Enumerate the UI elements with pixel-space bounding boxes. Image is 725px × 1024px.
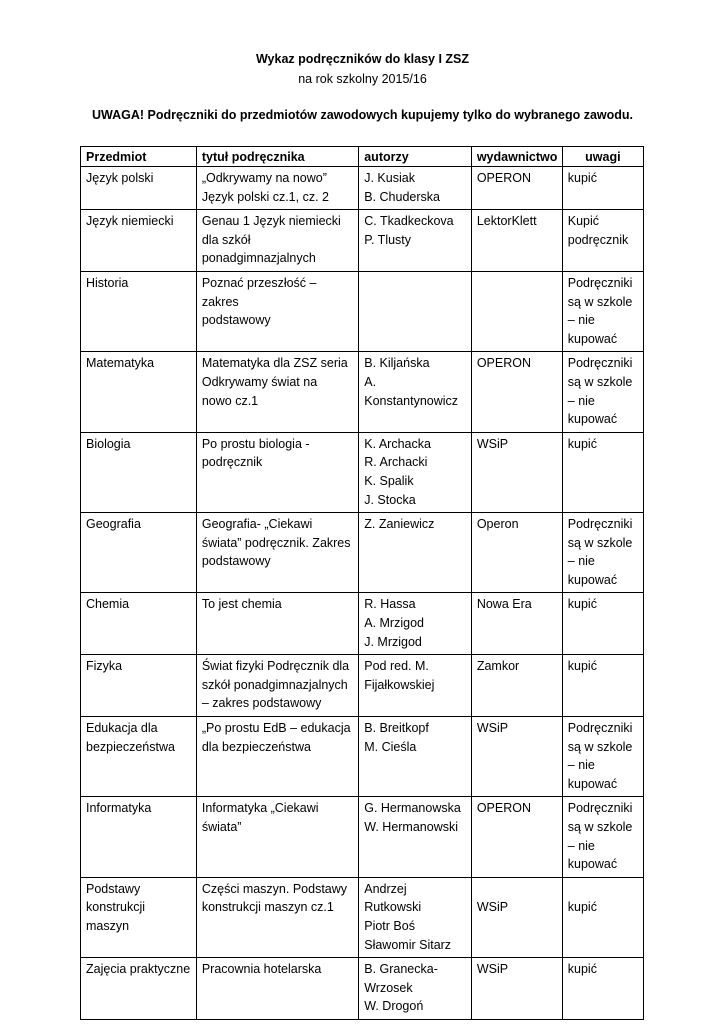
document-title: Wykaz podręczników do klasy I ZSZ xyxy=(255,52,470,66)
cell-notes-line: kupować xyxy=(567,331,618,346)
cell-subject xyxy=(81,958,197,1020)
cell-authors-line: G. Hermanowska xyxy=(364,801,461,816)
cell-textbook-title-line: Poznać przeszłość – zakres xyxy=(201,275,317,309)
cell-textbook-title xyxy=(196,797,358,877)
cell-notes-line: – nie xyxy=(567,554,595,569)
cell-notes-line: podręcznik xyxy=(567,232,629,247)
cell-authors xyxy=(359,797,472,877)
cell-subject-line: Edukacja dla xyxy=(86,721,158,736)
cell-authors-line: B. Breitkopf xyxy=(364,721,429,736)
cell-textbook-title-line: Części maszyn. Podstawy xyxy=(201,881,348,896)
cell-authors-line: B. Kiljańska xyxy=(364,356,430,371)
cell-textbook-title-line: ponadgimnazjalnych xyxy=(201,251,316,266)
cell-textbook-title xyxy=(196,655,358,717)
table-row xyxy=(81,797,644,877)
cell-authors-line: M. Cieśla xyxy=(364,739,417,754)
cell-textbook-title-line: Matematyka dla ZSZ seria xyxy=(201,356,348,371)
cell-subject xyxy=(81,513,197,593)
cell-subject-line: Biologia xyxy=(86,436,131,451)
cell-textbook-title-line: Odkrywamy świat na xyxy=(201,374,318,389)
cell-subject xyxy=(81,210,197,272)
cell-notes-line: kupić xyxy=(567,900,597,915)
cell-subject xyxy=(81,271,197,351)
cell-subject-line: Fizyka xyxy=(86,659,123,674)
cell-textbook-title xyxy=(196,593,358,655)
cell-notes-line: kupić xyxy=(567,962,597,977)
cell-subject xyxy=(81,352,197,432)
cell-authors-line: Andrzej Rutkowski xyxy=(364,881,422,915)
cell-authors-line: Wrzosek xyxy=(364,980,413,995)
cell-notes xyxy=(562,593,643,655)
table-row xyxy=(81,717,644,797)
cell-textbook-title-line: Język polski cz.1, cz. 2 xyxy=(201,189,329,204)
cell-publisher-line: WSiP xyxy=(476,436,509,451)
cell-subject-line: Język polski xyxy=(86,171,154,185)
table-row xyxy=(81,877,644,957)
cell-textbook-title-line: dla szkół xyxy=(201,232,251,247)
cell-notes-line: – nie xyxy=(567,393,595,408)
cell-publisher xyxy=(471,432,562,512)
cell-publisher xyxy=(471,167,562,210)
cell-textbook-title xyxy=(196,958,358,1020)
cell-publisher xyxy=(471,717,562,797)
cell-subject xyxy=(81,655,197,717)
cell-subject-line: Matematyka xyxy=(86,356,155,371)
table-row xyxy=(81,271,644,351)
cell-textbook-title xyxy=(196,513,358,593)
cell-notes-line: kupować xyxy=(567,412,618,427)
cell-subject-line: bezpieczeństwa xyxy=(86,739,175,754)
cell-textbook-title-line: podstawowy xyxy=(201,554,271,569)
cell-notes xyxy=(562,352,643,432)
cell-authors-line: Fijałkowskiej xyxy=(364,677,435,692)
cell-notes-line: – nie xyxy=(567,758,595,773)
cell-subject xyxy=(81,717,197,797)
cell-textbook-title-line: „Po prostu EdB – edukacja xyxy=(201,721,351,736)
cell-subject xyxy=(81,593,197,655)
cell-publisher xyxy=(471,655,562,717)
cell-notes xyxy=(562,958,643,1020)
cell-notes-line xyxy=(568,880,638,899)
cell-notes xyxy=(562,513,643,593)
cell-authors-line: A. Mrzigod xyxy=(364,616,424,631)
table-row xyxy=(81,432,644,512)
cell-textbook-title-line: świata” podręcznik. Zakres xyxy=(201,535,351,550)
cell-notes-line: są w szkole xyxy=(567,535,633,550)
cell-publisher xyxy=(471,593,562,655)
cell-authors-line: Z. Zaniewicz xyxy=(364,517,435,532)
cell-notes-line: kupować xyxy=(567,572,618,587)
cell-publisher xyxy=(471,877,562,957)
cell-authors xyxy=(359,167,472,210)
cell-textbook-title-line: To jest chemia xyxy=(201,597,282,612)
column-header-authors: autorzy xyxy=(359,147,472,167)
cell-subject xyxy=(81,877,197,957)
cell-textbook-title-line: Geografia- „Ciekawi xyxy=(201,517,313,532)
cell-textbook-title-line: Pracownia hotelarska xyxy=(201,962,322,977)
cell-subject xyxy=(81,432,197,512)
cell-notes-line: – nie xyxy=(567,838,595,853)
cell-notes-line: Podręczniki xyxy=(567,801,633,816)
cell-subject-line: Historia xyxy=(86,275,129,290)
cell-authors-line: W. Hermanowski xyxy=(364,820,459,834)
cell-notes xyxy=(562,271,643,351)
school-year-subtitle: na rok szkolny 2015/16 xyxy=(298,72,427,86)
cell-subject xyxy=(81,797,197,877)
cell-authors-line: K. Spalik xyxy=(364,473,414,488)
cell-authors xyxy=(359,271,472,351)
cell-authors-line: J. Mrzigod xyxy=(364,634,422,649)
cell-authors-line: K. Archacka xyxy=(364,436,431,451)
cell-textbook-title-line: konstrukcji maszyn cz.1 xyxy=(201,900,334,915)
cell-publisher-line: OPERON xyxy=(476,171,532,185)
cell-authors-line: Sławomir Sitarz xyxy=(364,937,452,952)
cell-authors-line: J. Kusiak xyxy=(364,171,415,185)
cell-subject-line: Podstawy xyxy=(86,881,141,896)
column-header-publisher: wydawnictwo xyxy=(471,147,562,167)
table-row xyxy=(81,513,644,593)
cell-textbook-title-line: nowo cz.1 xyxy=(201,393,259,408)
cell-textbook-title-line: podstawowy xyxy=(201,313,271,328)
cell-textbook-title-line: świata” xyxy=(201,820,242,834)
cell-authors-line: B. Granecka- xyxy=(364,962,438,977)
cell-publisher xyxy=(471,513,562,593)
cell-textbook-title-line: Genau 1 Język niemiecki xyxy=(201,214,341,229)
cell-notes xyxy=(562,210,643,272)
cell-authors xyxy=(359,210,472,272)
cell-publisher-line: WSiP xyxy=(476,900,509,915)
cell-notes xyxy=(562,797,643,877)
cell-notes-line: – nie xyxy=(567,313,595,328)
cell-textbook-title xyxy=(196,432,358,512)
cell-authors-line: Piotr Boś xyxy=(364,918,415,933)
cell-notes-line: Podręczniki xyxy=(567,356,633,371)
cell-subject-line: konstrukcji maszyn xyxy=(86,900,146,933)
cell-authors-line: Pod red. M. xyxy=(364,659,429,674)
cell-textbook-title xyxy=(196,717,358,797)
cell-publisher xyxy=(471,958,562,1020)
cell-authors-line: B. Chuderska xyxy=(364,189,440,204)
cell-publisher-line: Nowa Era xyxy=(476,597,532,612)
cell-publisher xyxy=(471,271,562,351)
cell-textbook-title-line: „Odkrywamy na nowo” xyxy=(201,171,327,185)
cell-authors xyxy=(359,513,472,593)
cell-authors-line: C. Tkadkeckova xyxy=(364,214,454,229)
cell-textbook-title-line: szkół ponadgimnazjalnych xyxy=(201,677,348,692)
cell-publisher xyxy=(471,352,562,432)
cell-authors xyxy=(359,593,472,655)
cell-textbook-title xyxy=(196,210,358,272)
cell-notes-line: są w szkole xyxy=(567,820,633,834)
cell-notes-line: kupować xyxy=(567,776,618,791)
cell-textbook-title-line: – zakres podstawowy xyxy=(201,696,322,711)
cell-textbook-title xyxy=(196,167,358,210)
cell-notes-line: kupić xyxy=(567,436,597,451)
cell-textbook-title-line: Świat fizyki Podręcznik dla xyxy=(201,659,350,674)
table-row xyxy=(81,210,644,272)
cell-textbook-title xyxy=(196,352,358,432)
cell-publisher-line: WSiP xyxy=(476,962,509,977)
cell-authors xyxy=(359,877,472,957)
cell-authors xyxy=(359,352,472,432)
cell-textbook-title-line: podręcznik xyxy=(201,455,263,470)
cell-textbook-title-line: Po prostu biologia - xyxy=(201,436,310,451)
cell-textbook-title xyxy=(196,877,358,957)
cell-notes-line: są w szkole xyxy=(567,374,633,389)
table-row xyxy=(81,352,644,432)
cell-publisher-line: WSiP xyxy=(476,721,509,736)
cell-publisher xyxy=(471,210,562,272)
cell-subject-line: Język niemiecki xyxy=(86,214,174,229)
cell-publisher xyxy=(471,797,562,877)
cell-authors-line: P. Tlusty xyxy=(364,232,412,247)
cell-subject-line: Informatyka xyxy=(86,801,152,816)
cell-publisher-line: OPERON xyxy=(476,356,532,371)
cell-authors-line: J. Stocka xyxy=(364,492,416,507)
cell-publisher-line: Operon xyxy=(476,517,519,532)
cell-notes-line: kupić xyxy=(567,659,597,674)
cell-authors-line: R. Hassa xyxy=(364,597,416,612)
table-row xyxy=(81,655,644,717)
table-header-row xyxy=(81,147,644,167)
column-header-notes: uwagi xyxy=(562,147,643,167)
cell-notes xyxy=(562,432,643,512)
cell-notes xyxy=(562,877,643,957)
cell-textbook-title-line: Informatyka „Ciekawi xyxy=(201,801,319,816)
column-header-title: tytuł podręcznika xyxy=(196,147,358,167)
cell-notes-line: kupić xyxy=(567,171,597,185)
cell-notes-line: Podręczniki xyxy=(567,721,633,736)
table-row xyxy=(81,167,644,210)
cell-notes xyxy=(562,655,643,717)
cell-textbook-title xyxy=(196,271,358,351)
cell-authors xyxy=(359,432,472,512)
cell-notes-line: Kupić xyxy=(567,214,600,229)
table-body xyxy=(81,167,644,1020)
cell-notes-line: kupić xyxy=(567,597,597,612)
cell-textbook-title-line: dla bezpieczeństwa xyxy=(201,739,311,754)
cell-authors xyxy=(359,958,472,1020)
cell-subject-line: Zajęcia praktyczne xyxy=(86,962,191,977)
cell-notes-line: są w szkole xyxy=(567,294,633,309)
table-row xyxy=(81,593,644,655)
cell-publisher-line: Zamkor xyxy=(476,659,520,674)
cell-notes xyxy=(562,167,643,210)
cell-notes xyxy=(562,717,643,797)
cell-authors-line: Konstantynowicz xyxy=(364,393,459,408)
cell-publisher-line xyxy=(477,880,557,899)
cell-publisher-line: LektorKlett xyxy=(476,214,537,229)
cell-publisher-line: OPERON xyxy=(476,801,532,816)
cell-notes-line: kupować xyxy=(567,857,618,872)
cell-notes-line: Podręczniki xyxy=(567,517,633,532)
cell-authors-line: W. Drogoń xyxy=(364,999,424,1014)
cell-notes-line: Podręczniki xyxy=(567,275,633,290)
cell-subject-line: Chemia xyxy=(86,597,130,612)
textbook-table xyxy=(80,146,644,1020)
column-header-subject: Przedmiot xyxy=(81,147,197,167)
cell-authors xyxy=(359,655,472,717)
cell-authors-line: A. xyxy=(364,374,377,389)
cell-notes-line: są w szkole xyxy=(567,739,633,754)
cell-subject-line: Geografia xyxy=(86,517,141,532)
notice-text: UWAGA! Podręczniki do przedmiotów zawodowych kupujemy tylko do wybranego zawodu. xyxy=(91,108,634,122)
cell-authors-line: R. Archacki xyxy=(364,455,428,470)
table-row xyxy=(81,958,644,1020)
cell-subject xyxy=(81,167,197,210)
cell-authors xyxy=(359,717,472,797)
